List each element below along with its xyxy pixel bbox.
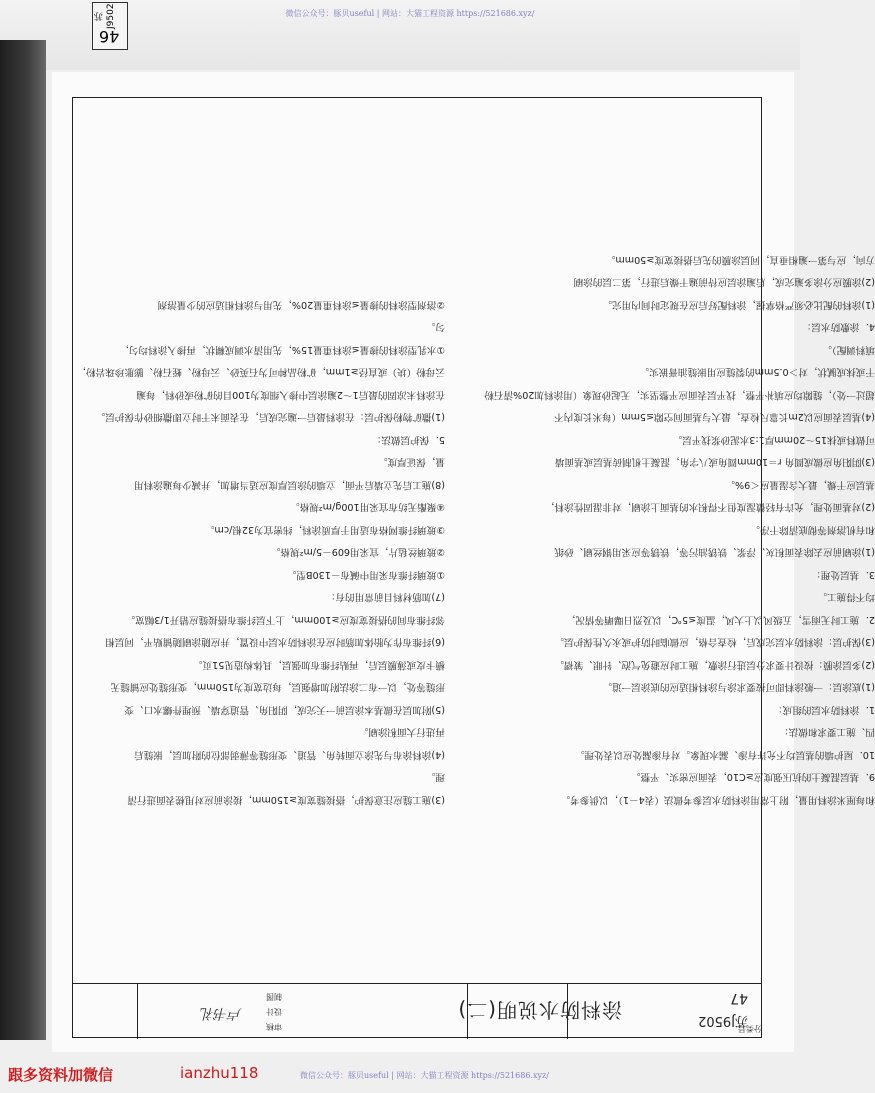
text-line: (2)多层涂膜：按设计要求分层进行涂敷，施工时应避免气泡、针眼、皱褶。 [554,659,875,670]
right-text-column [45,293,445,811]
text-line: 四、施工要求和做法： [779,726,875,738]
text-line: 干或抹成腻状，对＞0.5mm的裂缝应用嵌缝油膏嵌实。 [639,366,875,378]
sign-label-review: 审核 [266,1022,282,1031]
text-line: ④聚酯无纺布宜采用100g/m²规格。 [290,501,445,513]
text-line: 9．基层混凝土的抗压强度应≥C10，表面应密实、平整。 [630,771,875,783]
text-line: 横卡皮或薄膜层后，再贴纤维布加强层，具体构造见51页。 [192,659,445,670]
top-watermark: 微信公众号：豚贝useful | 网站：大猫工程资源 https://521686.xyz/ [285,9,535,18]
text-line: (4)基层表面应以2m长靠尺检查，最大与基面间空隙≤5mm（每米长度内不 [554,411,875,423]
text-line: 10．屋护墙的基层均不允许有渗、漏水现象。对有渗漏处应以表处理。 [574,749,875,760]
rotated-content [15,254,875,810]
text-line: ①水乳型涂料的掺量≤涂料重量15%，先用清水调成糊状，再掺入涂料均匀， [119,344,445,355]
previous-page-number: 46 [99,27,120,46]
sign-label-draw: 制图 [266,992,282,1001]
text-line: 匀。 [425,321,445,333]
text-line: 均不得施工。 [817,591,875,603]
text-line: 量，保证厚度。 [377,456,445,468]
text-line: ①玻璃纤维布采用中碱布－130B型。 [286,569,445,580]
text-line: 邻纤维布间的搭接宽度应≥100mm，上下层纤维布搭接缝应错开1/3幅宽。 [125,614,445,625]
sign-labels [266,989,282,1034]
text-line: (2)涂膜应分涂多遍完成，后遍涂层应待前遍干燥后进行，第二层的涂刷 [573,276,875,288]
text-line: 1．涂料防水层的组成： [772,704,875,715]
text-line: (6)纤维布作为胎体加筋时应在涂料防水层中设置，并应随涂刷随铺贴平，同层相 [105,636,445,648]
text-line: 4．涂敷防水层： [801,321,875,333]
text-line: (2)对基面处理，允许有轻微湿度但不得积水的基面上涂刷，对非湿固性涂料， [544,501,875,513]
text-line: (8)施工后先立墙后平面，立墙的涂层厚度应适当增加，并减少每遍涂料用 [134,479,445,490]
title-block-text [72,983,762,1038]
previous-page-code: 苏J9502 [95,3,116,29]
text-line: 超过一处），缝隙均应填补平整，找平层表面应平整坚实，无起砂现象（用涂料加20%清石粉 [484,389,875,400]
text-line: (1)撒矿物粉保护层：在涂料最后一遍完成后，在表面未干时立即撒细砂作保护层。 [95,411,445,423]
text-line: (1)涂刷前应去除表面积灰、浮浆、铁锈油污等，铁锈等应采用钢丝刷、砂纸 [554,546,875,558]
ad-text-left: 跟多资料加微信 [8,1066,114,1084]
text-line: (7)加筋材料目前常用的有： [325,591,445,603]
sheet-page-number: 47 [730,990,748,1006]
sheet-title: 涂料防水说明(二) [457,998,622,1022]
text-line: ②玻璃丝毡片，宜采用609－5/m²规格。 [270,546,445,558]
text-line: 和有机溶剂等彻底清除干净。 [750,524,875,535]
text-line: 5．保护层做法： [371,434,445,445]
text-line: (4)涂料涂布与先涂立面转角、管道、变形缝等薄弱部位的附加层，嵌缝后 [134,749,445,760]
text-line: 基层应干燥，最大含湿量应＜9%。 [725,479,875,490]
text-line: (3)施工缝应注意保护，搭接缝宽度≥150mm，接涂前应对甩槎表面进行清 [127,794,445,805]
text-line: 3．基层处理： [811,569,875,580]
text-line: ②溶剂型涂料的掺量≤涂料重量20%，先用与涂料相适应的少量溶剂 [157,299,445,310]
ad-text-right: ianzhu118 [180,1064,259,1082]
previous-page-tab [92,2,128,50]
text-line: 和每厘米涂料用量，附上常用涂料防水层参考做法（表4－1），以供参考。 [560,794,875,805]
bottom-watermark: 微信公众号：豚贝useful | 网站：大猫工程资源 https://521686.xyz/ [300,1071,549,1080]
text-line: 理。 [425,771,445,783]
text-line: 填料调配）。 [822,344,875,355]
text-line: (3)阴阳角应做成圆角 r＝10mm圆角或八字角，混凝土机制砖基层或基面墙 [554,456,875,468]
signature: 卢书礼 [200,1005,242,1021]
text-line: (1)底涂层：一般涂料即可按要求涂与涂料相适应的底涂层一道。 [602,681,875,693]
text-line: 再进行大面积涂刷。 [358,726,445,738]
category-label: 分类号 [738,1024,762,1033]
text-line: 形缝等处，以一布二涂法附加增强层，每边宽度为150mm，变形缝处应铺缝无 [110,681,445,693]
sheet-code: 苏J9502 [698,1013,748,1028]
left-text-column [475,248,875,811]
text-line: ③玻璃纤维网格布适用于厚质涂料，纬密宜为32根/cm。 [204,524,445,535]
text-line: (5)附加层在做基本涂层前一天完成，阴阳角、管道穿墙、预埋件螺水口、变 [124,704,445,715]
text-line: 可做料或抹15～20mm厚1:3水泥砂浆找平层。 [672,434,875,445]
text-line: (1)涂料的配比必须严格掌握，涂料配好后应在规定时间内用完。 [602,299,875,310]
text-line: 云母粉（块）或直径≥1mm，矿粉品种可为石英砂、云母粉、蛭石粉、膨胀珍珠岩粉， [76,366,445,378]
text-line: 在涂料未凉固的最后1～2遍涂层中掺入细度为100目的矿粉或砂料，每遍 [136,389,445,400]
sign-label-design: 设计 [266,1007,282,1016]
text-line: (3)保护层：涂料防水层完成后，检查合格，应做临时防护或永久性保护层。 [554,636,875,648]
text-line: 2．施工时无雨雪，五级风以上大风，温度≤5℃，以及烈日曝晒等情况， [565,614,875,625]
text-line: 方向，应与第一遍相垂直，同层涂膜的先后搭接宽度≥50mm。 [605,254,875,265]
